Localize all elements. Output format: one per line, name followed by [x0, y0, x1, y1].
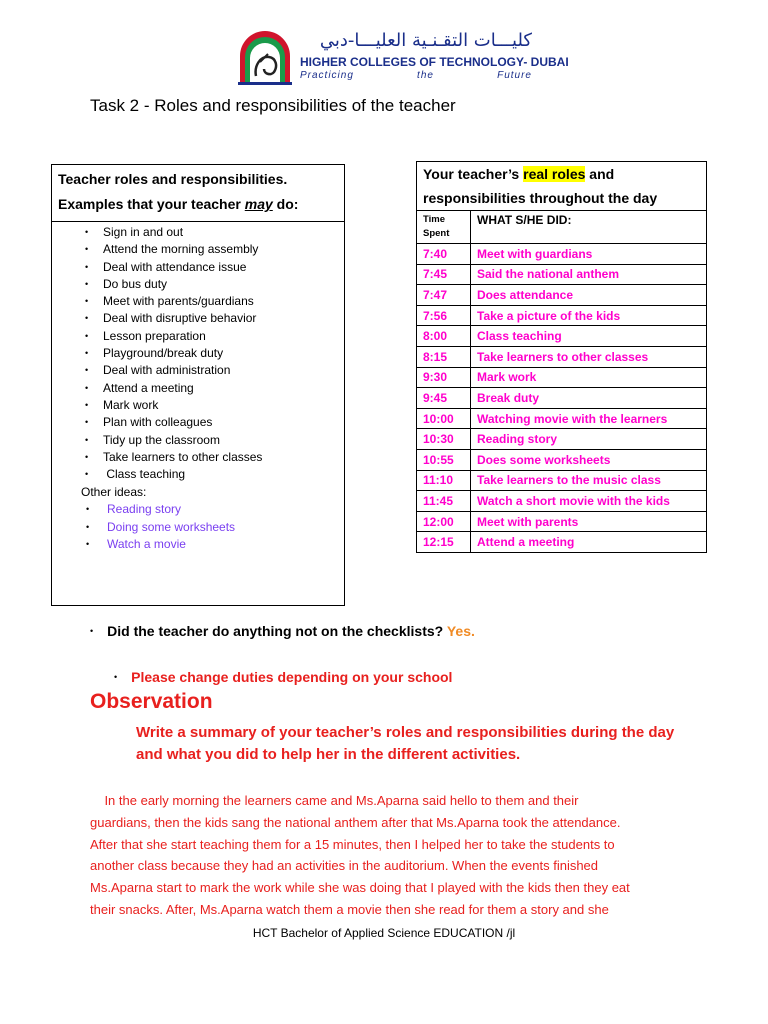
row-time: 11:45	[417, 491, 471, 512]
row-activity: Reading story	[471, 429, 707, 450]
table-row	[417, 305, 707, 326]
other-ideas-list	[52, 501, 344, 554]
list-item: • Doing some worksheets	[52, 519, 344, 537]
table-row	[417, 244, 707, 265]
row-time: 10:55	[417, 449, 471, 470]
column-header-what: WHAT S/HE DID:	[471, 211, 707, 244]
hct-logo-icon	[234, 26, 296, 88]
row-activity: Take a picture of the kids	[471, 305, 707, 326]
checklist-question: • Did the teacher do anything not on the checklists? Yes.	[90, 623, 475, 639]
table-row	[417, 346, 707, 367]
table-row	[417, 264, 707, 285]
roles-examples-heading: Teacher roles and responsibilities. Examples that your teacher may do:	[52, 165, 344, 222]
row-activity: Take learners to other classes	[471, 346, 707, 367]
row-time: 11:10	[417, 470, 471, 491]
row-time: 10:00	[417, 408, 471, 429]
observation-heading: Observation	[90, 690, 213, 713]
checklist-answer: Yes.	[446, 623, 475, 639]
duties-list	[52, 224, 344, 483]
row-time: 8:00	[417, 326, 471, 347]
row-time: 9:45	[417, 388, 471, 409]
row-activity: Class teaching	[471, 326, 707, 347]
row-activity: Does attendance	[471, 285, 707, 306]
page-footer: HCT Bachelor of Applied Science EDUCATION /jl	[252, 926, 516, 940]
list-item: • Attend a meeting	[52, 380, 344, 397]
college-arabic-name: كليـــات التقـنـية العليـــا-دبي	[319, 30, 532, 51]
list-item: • Attend the morning assembly	[52, 241, 344, 258]
row-time: 7:56	[417, 305, 471, 326]
list-item: • Playground/break duty	[52, 345, 344, 362]
list-item: • Lesson preparation	[52, 328, 344, 345]
list-item: • Class teaching	[52, 466, 344, 483]
list-item: • Tidy up the classroom	[52, 432, 344, 449]
list-item: • Do bus duty	[52, 276, 344, 293]
list-item: • Watch a movie	[52, 536, 344, 554]
row-activity: Break duty	[471, 388, 707, 409]
table-row	[417, 532, 707, 553]
observation-summary: In the early morning the learners came and Ms.Aparna said hello to them and their guardians, then the kids sang the national anthem after that Ms.Aparna took the attendance. After that she start teaching them for a 15 minutes, then I helped her to take the students to another class because they had an activities in the auditorium. When the events finished Ms.Aparna start to mark the work while she was doing that I played with the kids then they eat their snacks. After, Ms.Aparna watch them a movie then she read for them a story and she	[90, 793, 630, 917]
table-row	[417, 367, 707, 388]
change-duties-note: • Please change duties depending on your school	[114, 669, 453, 685]
row-time: 8:15	[417, 346, 471, 367]
table-row	[417, 326, 707, 347]
observation-prompt: Write a summary of your teacher’s roles and responsibilities during the day and what you did to help her in the different activities.	[136, 724, 675, 763]
row-activity: Watching movie with the learners	[471, 408, 707, 429]
list-item: • Deal with attendance issue	[52, 259, 344, 276]
row-activity: Mark work	[471, 367, 707, 388]
row-time: 7:45	[417, 264, 471, 285]
table-row	[417, 285, 707, 306]
list-item: • Take learners to other classes	[52, 449, 344, 466]
row-activity: Meet with guardians	[471, 244, 707, 265]
roles-examples-box	[51, 164, 345, 606]
row-activity: Meet with parents	[471, 511, 707, 532]
table-row	[417, 408, 707, 429]
list-item: • Meet with parents/guardians	[52, 293, 344, 310]
table-row	[417, 511, 707, 532]
row-activity: Take learners to the music class	[471, 470, 707, 491]
college-tagline: Practicing the Future	[300, 70, 532, 81]
table-row	[417, 470, 707, 491]
row-time: 10:30	[417, 429, 471, 450]
row-activity: Does some worksheets	[471, 449, 707, 470]
column-header-time: Time Spent	[417, 211, 471, 244]
row-activity: Said the national anthem	[471, 264, 707, 285]
real-roles-table	[416, 161, 707, 553]
row-time: 7:47	[417, 285, 471, 306]
row-time: 12:15	[417, 532, 471, 553]
list-item: • Mark work	[52, 397, 344, 414]
college-name: HIGHER COLLEGES OF TECHNOLOGY- DUBAI	[300, 55, 569, 69]
real-roles-heading: Your teacher’s real roles and responsibilities throughout the day	[417, 162, 707, 211]
table-row	[417, 388, 707, 409]
table-row	[417, 491, 707, 512]
other-ideas-label: Other ideas:	[81, 485, 147, 500]
list-item: • Deal with administration	[52, 362, 344, 379]
list-item: • Reading story	[52, 501, 344, 519]
row-time: 9:30	[417, 367, 471, 388]
row-time: 12:00	[417, 511, 471, 532]
list-item: • Plan with colleagues	[52, 414, 344, 431]
table-row	[417, 429, 707, 450]
list-item: • Sign in and out	[52, 224, 344, 241]
list-item: • Deal with disruptive behavior	[52, 310, 344, 327]
task-title: Task 2 - Roles and responsibilities of the teacher	[90, 96, 456, 115]
row-time: 7:40	[417, 244, 471, 265]
row-activity: Attend a meeting	[471, 532, 707, 553]
row-activity: Watch a short movie with the kids	[471, 491, 707, 512]
table-row	[417, 449, 707, 470]
